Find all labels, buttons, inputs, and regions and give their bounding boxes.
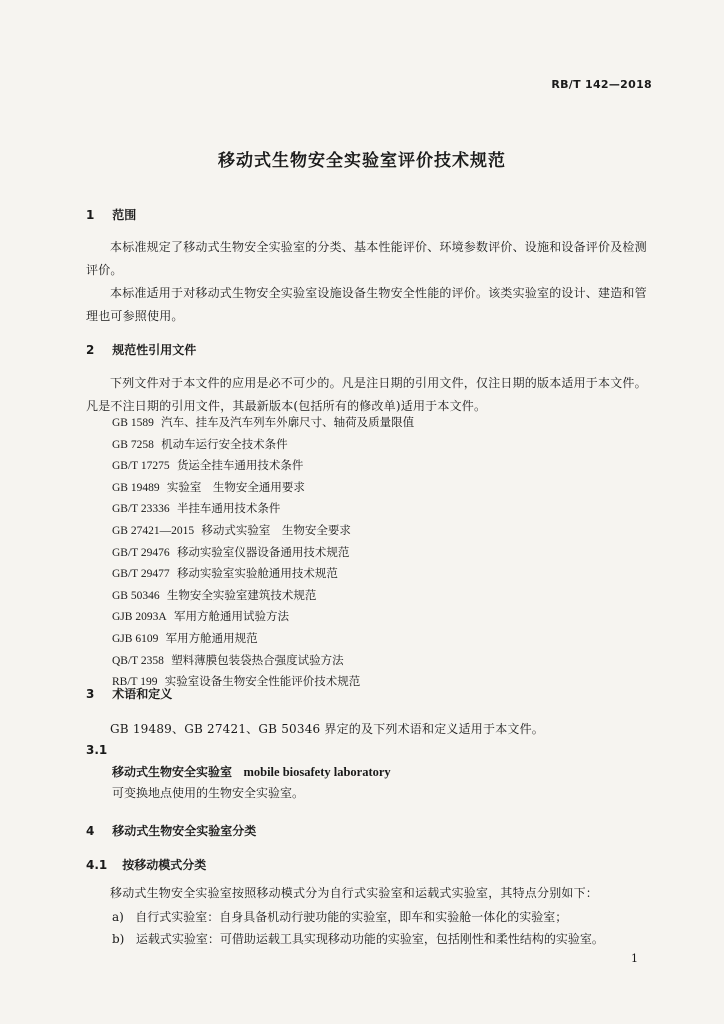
- reference-item: GJB 2093A 军用方舱通用试验方法: [112, 609, 289, 624]
- item-label: b): [112, 932, 125, 946]
- section-number: 3: [86, 687, 95, 701]
- term-english: mobile biosafety laboratory: [243, 765, 391, 779]
- section-title: 范围: [112, 208, 137, 222]
- section-number: 4: [86, 824, 95, 838]
- term-chinese: 移动式生物安全实验室: [112, 765, 233, 779]
- section-2-heading: [86, 341, 196, 358]
- section-title: 移动式生物安全实验室分类: [112, 824, 257, 838]
- section-title: 术语和定义: [112, 687, 173, 701]
- item-text: 运载式实验室：可借助运载工具实现移动功能的实验室，包括刚性和柔性结构的实验室。: [135, 932, 604, 946]
- reference-item: GB 27421—2015 移动式实验室 生物安全要求: [112, 522, 351, 537]
- reference-item: GB 7258 机动车运行安全技术条件: [112, 436, 288, 451]
- classification-item-a: [112, 908, 567, 925]
- reference-item: GB/T 23336 半挂车通用技术条件: [112, 501, 281, 516]
- section-title: 按移动模式分类: [122, 858, 207, 872]
- reference-item: GB 19489 实验室 生物安全通用要求: [112, 479, 305, 494]
- item-text: 自行式实验室：自身具备机动行驶功能的实验室，即车和实验舱一体化的实验室；: [135, 910, 568, 924]
- reference-item: GB 1589 汽车、挂车及汽车列车外廓尺寸、轴荷及质量限值: [112, 415, 415, 429]
- section-number: 4.1: [86, 858, 108, 872]
- reference-item: GB/T 29476 移动实验室仪器设备通用技术规范: [112, 544, 350, 559]
- page-number: 1: [631, 952, 638, 965]
- scope-paragraph-2: 本标准适用于对移动式生物安全实验室设施设备生物安全性能的评价。该类实验室的设计、建造和管理也可参照使用。: [86, 286, 647, 323]
- classification-intro: 移动式生物安全实验室按照移动模式分为自行式实验室和运载式实验室，其特点分别如下：: [110, 886, 599, 900]
- section-number: 1: [86, 208, 95, 222]
- scope-paragraph-1: 本标准规定了移动式生物安全实验室的分类、基本性能评价、环境参数评价、设施和设备评价及检测评价。: [86, 240, 647, 277]
- section-3-heading: [86, 685, 172, 702]
- item-label: a): [112, 910, 124, 924]
- reference-list: [112, 412, 414, 693]
- reference-item: GB 50346 生物安全实验室建筑技术规范: [112, 587, 317, 602]
- section-4-heading: [86, 822, 256, 839]
- subsection-number-3-1: 3.1: [86, 743, 108, 757]
- reference-item: GJB 6109 军用方舱通用规范: [112, 630, 258, 645]
- section-number: 2: [86, 343, 95, 357]
- normative-intro: 下列文件对于本文件的应用是必不可少的。凡是注日期的引用文件，仅注日期的版本适用于本文件。凡是不注日期的引用文件，其最新版本(包括所有的修改单)适用于本文件。: [86, 376, 647, 413]
- document-title: 移动式生物安全实验室评价技术规范: [218, 151, 506, 171]
- terms-intro: GB 19489、GB 27421、GB 50346 界定的及下列术语和定义适用于本文件。: [110, 722, 544, 736]
- reference-item: QB/T 2358 塑料薄膜包装袋热合强度试验方法: [112, 652, 344, 667]
- section-title: 规范性引用文件: [112, 343, 197, 357]
- standard-code: RB/T 142—2018: [551, 78, 652, 91]
- term-entry: [112, 763, 391, 780]
- section-1-heading: [86, 206, 136, 223]
- reference-item: RB/T 199 实验室设备生物安全性能评价技术规范: [112, 674, 361, 689]
- reference-item: GB/T 17275 货运全挂车通用技术条件: [112, 458, 304, 473]
- classification-item-b: [112, 930, 604, 947]
- reference-item: GB/T 29477 移动实验室实验舱通用技术规范: [112, 566, 338, 581]
- section-4-1-heading: [86, 856, 206, 873]
- term-definition: 可变换地点使用的生物安全实验室。: [112, 786, 305, 800]
